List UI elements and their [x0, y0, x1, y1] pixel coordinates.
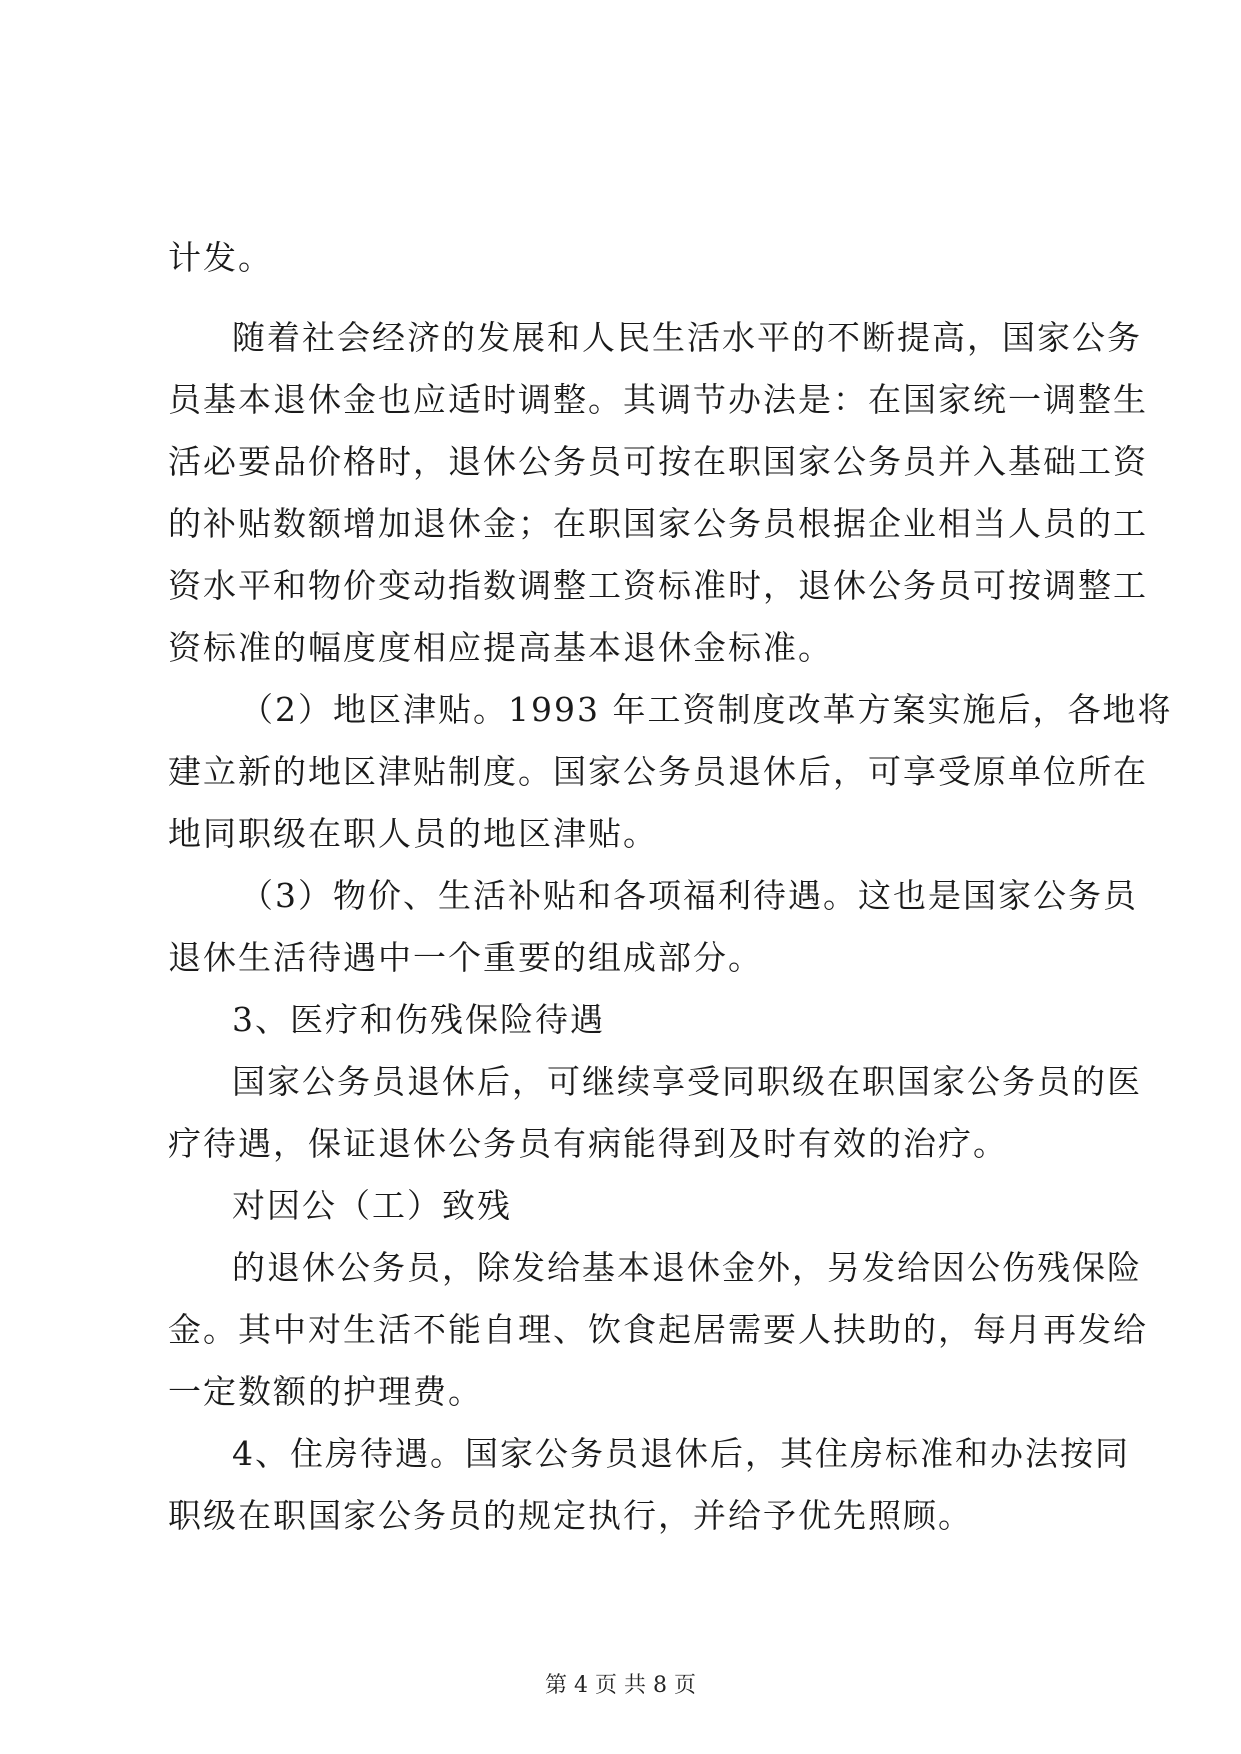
page-number-footer: 第 4 页 共 8 页 [545, 1673, 696, 1698]
text-line: 的退休公务员，除发给基本退休金外，另发给因公伤残保险 [232, 1248, 1142, 1287]
text-line: （3）物价、生活补贴和各项福利待遇。这也是国家公务员 [240, 876, 1138, 915]
text-line: 活必要品价格时，退休公务员可按在职国家公务员并入基础工资 [168, 442, 1148, 481]
text-line: 计发。 [168, 238, 273, 277]
text-line: 金。其中对生活不能自理、饮食起居需要人扶助的，每月再发给 [168, 1310, 1148, 1349]
text-line: 地同职级在职人员的地区津贴。 [168, 814, 658, 853]
text-line: 一定数额的护理费。 [168, 1372, 483, 1411]
text-line: 的补贴数额增加退休金；在职国家公务员根据企业相当人员的工 [168, 504, 1148, 543]
text-line: 职级在职国家公务员的规定执行，并给予优先照顾。 [168, 1496, 973, 1535]
text-line: 随着社会经济的发展和人民生活水平的不断提高，国家公务 [232, 318, 1142, 357]
text-line: 疗待遇，保证退休公务员有病能得到及时有效的治疗。 [168, 1124, 1008, 1163]
text-line: 对因公（工）致残 [232, 1186, 512, 1225]
section-heading: 3、医疗和伤残保险待遇 [232, 1000, 605, 1039]
text-line: 资标准的幅度度相应提高基本退休金标准。 [168, 628, 833, 667]
text-line: （2）地区津贴。1993 年工资制度改革方案实施后，各地将 [240, 690, 1173, 729]
text-line: 国家公务员退休后，可继续享受同职级在职国家公务员的医 [232, 1062, 1142, 1101]
text-line: 4、住房待遇。国家公务员退休后，其住房标准和办法按同 [232, 1434, 1130, 1473]
text-line: 退休生活待遇中一个重要的组成部分。 [168, 938, 763, 977]
text-line: 资水平和物价变动指数调整工资标准时，退休公务员可按调整工 [168, 566, 1148, 605]
text-line: 建立新的地区津贴制度。国家公务员退休后，可享受原单位所在 [168, 752, 1148, 791]
text-line: 员基本退休金也应适时调整。其调节办法是：在国家统一调整生 [168, 380, 1148, 419]
